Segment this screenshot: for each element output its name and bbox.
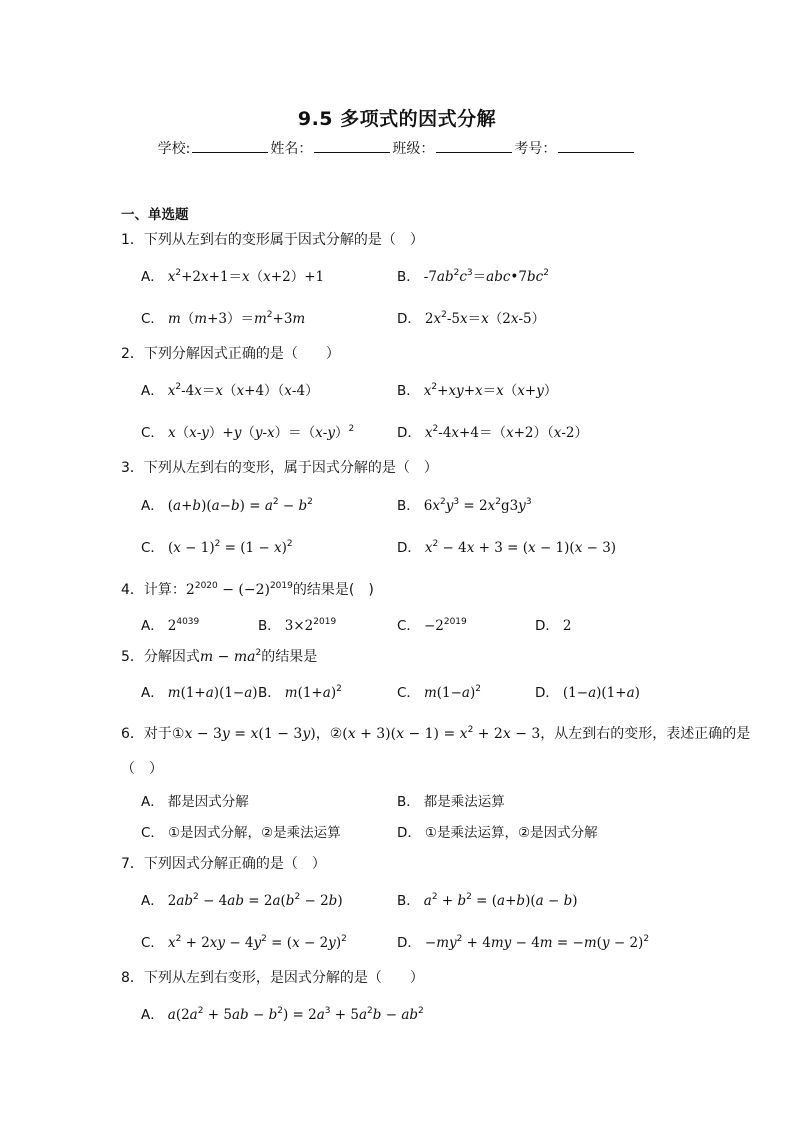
option-label: A． bbox=[141, 269, 164, 285]
option-label: D． bbox=[397, 425, 421, 441]
q3-option-d[interactable]: D． $x^2 - 4x + 3 = (x - 1)(x - 3)$ bbox=[397, 536, 616, 556]
option-label: A． bbox=[141, 1007, 164, 1023]
q5-option-c[interactable]: C． $m(1-a)^2$ bbox=[397, 681, 481, 701]
option-label: D． bbox=[397, 540, 421, 556]
student-info-line bbox=[0, 138, 794, 158]
option-label: C． bbox=[141, 935, 164, 951]
option-label: D． bbox=[397, 311, 421, 327]
option-label: A． bbox=[141, 383, 164, 399]
q6-option-a-text: 都是因式分解 bbox=[167, 794, 249, 810]
option-label: C． bbox=[141, 540, 164, 556]
option-label: C． bbox=[141, 825, 164, 841]
q5-option-a[interactable]: A． m(1+a)(1−a) bbox=[141, 681, 258, 701]
school-blank bbox=[192, 138, 268, 153]
q2-option-b[interactable]: B． $x^2+xy+x=x(x+y)$ bbox=[397, 379, 557, 399]
q2-option-c[interactable]: C． $x(x-y)+y(y-x)=(x-y)^2$ bbox=[141, 421, 354, 441]
q6-option-c[interactable] bbox=[141, 821, 341, 841]
q7-option-a[interactable]: A． $2ab^2 - 4ab = 2a(b^2 - 2b)$ bbox=[141, 889, 343, 909]
q4-option-c[interactable]: C． $-2^{2019}$ bbox=[397, 614, 467, 634]
question-3-stem: 3．下列从左到右的变形，属于因式分解的是（ ） bbox=[121, 460, 438, 476]
q6-option-c-text: ①是因式分解，②是乘法运算 bbox=[167, 825, 341, 841]
class-blank bbox=[436, 138, 512, 153]
option-label: A． bbox=[141, 618, 164, 634]
option-label: B． bbox=[397, 893, 420, 909]
option-label: A． bbox=[141, 893, 164, 909]
q5-stem-prefix: 5．分解因式 bbox=[121, 649, 200, 665]
option-label: A． bbox=[141, 498, 164, 514]
option-label: B． bbox=[258, 685, 281, 701]
option-label: C． bbox=[397, 685, 420, 701]
q5-stem-suffix: 的结果是 bbox=[261, 649, 318, 665]
question-4-stem: 4．计算：$2^{2020} - (-2)^{2019}$的结果是( ) bbox=[121, 581, 374, 598]
q6-option-b[interactable] bbox=[397, 790, 505, 810]
question-5-stem: 5．分解因式$m - ma^2$的结果是 bbox=[121, 648, 318, 665]
option-label: D． bbox=[397, 935, 421, 951]
exam-no-label: 考号： bbox=[514, 141, 557, 157]
q1-option-a[interactable]: A． $x^2+2x+1=x(x+2)+1$ bbox=[141, 265, 324, 285]
option-label: A． bbox=[141, 794, 164, 810]
name-blank bbox=[314, 138, 390, 153]
option-label: A． bbox=[141, 685, 164, 701]
q4-option-a[interactable]: A． $2^{4039}$ bbox=[141, 614, 199, 634]
q1-option-d[interactable]: D． $2x^2-5x=x(2x-5)$ bbox=[397, 307, 545, 327]
q4-option-d[interactable]: D． 2 bbox=[535, 614, 572, 634]
q6-option-d-text: ①是乘法运算，②是因式分解 bbox=[424, 825, 598, 841]
q6-stem-prefix: 6．对于① bbox=[121, 726, 185, 742]
section-title: 一、单选题 bbox=[121, 207, 189, 223]
question-8-stem: 8．下列从左到右变形，是因式分解的是（ ） bbox=[121, 970, 424, 986]
option-label: B． bbox=[397, 794, 420, 810]
name-label: 姓名： bbox=[270, 141, 313, 157]
question-7-stem: 7．下列因式分解正确的是（ ） bbox=[121, 856, 326, 872]
q1-option-b[interactable]: B． $-7ab^2c^3=abc•7bc^2$ bbox=[397, 265, 549, 285]
question-1-stem: 1．下列从左到右的变形属于因式分解的是（ ） bbox=[121, 232, 424, 248]
option-label: C． bbox=[141, 425, 164, 441]
q3-option-a[interactable]: A． $(a+b)(a-b) = a^2 - b^2$ bbox=[141, 494, 313, 514]
question-6-stem: 6．对于①x − 3y = x(1 − 3y)，②(x + $3)(x - 1) = x^2 + 2x - 3$，从左到右的变形，表述正确的是 bbox=[121, 725, 751, 742]
option-label: B． bbox=[258, 618, 281, 634]
q1-option-c[interactable]: C． $m(m+3)=m^2+3m$ bbox=[141, 307, 305, 327]
option-label: B． bbox=[397, 269, 420, 285]
q4-option-b[interactable]: B． $3\times 2^{2019}$ bbox=[258, 614, 336, 634]
q6-option-a[interactable] bbox=[141, 790, 249, 810]
q8-option-a[interactable]: A． $a(2a^2 + 5ab - b^2) = 2a^3 + 5a^2b - ab^2$ bbox=[141, 1003, 424, 1023]
school-label: 学校: bbox=[157, 141, 191, 157]
class-label: 班级： bbox=[392, 141, 435, 157]
question-2-stem: 2．下列分解因式正确的是（ ） bbox=[121, 346, 340, 362]
option-label: C． bbox=[397, 618, 420, 634]
q6-stem-suffix: ，从左到右的变形，表述正确的是 bbox=[540, 726, 751, 742]
q6-stem-mid: ，② bbox=[315, 726, 343, 742]
option-label: C． bbox=[141, 311, 164, 327]
q7-option-c[interactable]: C． $x^2 + 2xy - 4y^2 = (x - 2y)^2$ bbox=[141, 931, 347, 951]
page-title: 9.5 多项式的因式分解 bbox=[297, 108, 497, 130]
q5-option-b[interactable]: B． $m(1+a)^2$ bbox=[258, 681, 342, 701]
q4-stem-suffix: 的结果是( ) bbox=[292, 582, 374, 598]
option-label: D． bbox=[397, 825, 421, 841]
option-label: D． bbox=[535, 685, 559, 701]
q3-option-c[interactable]: C． $(x - 1)^2 = (1 - x)^2$ bbox=[141, 536, 293, 556]
q6-option-d[interactable] bbox=[397, 821, 598, 841]
q3-option-b[interactable]: B． $6x^2y^3 = 2x^2g3y^3$ bbox=[397, 494, 532, 514]
option-label: D． bbox=[535, 618, 559, 634]
question-6-stem-cont: （ ） bbox=[121, 761, 163, 777]
q7-option-d[interactable]: D． $-my^2 + 4my - 4m = -m(y - 2)^2$ bbox=[397, 931, 649, 951]
option-label: B． bbox=[397, 383, 420, 399]
q2-option-a[interactable]: A． $x^2-4x=x(x+4)(x-4)$ bbox=[141, 379, 319, 399]
q5-option-d[interactable]: D． (1−a)(1+a) bbox=[535, 681, 640, 701]
exam-no-blank bbox=[558, 138, 634, 153]
option-label: B． bbox=[397, 498, 420, 514]
q7-option-b[interactable]: B． $a^2 + b^2 = (a+b)(a - b)$ bbox=[397, 889, 578, 909]
q4-stem-prefix: 4．计算： bbox=[121, 582, 186, 598]
q2-option-d[interactable]: D． $x^2-4x+4=(x+2)(x-2)$ bbox=[397, 421, 588, 441]
q6-option-b-text: 都是乘法运算 bbox=[423, 794, 505, 810]
